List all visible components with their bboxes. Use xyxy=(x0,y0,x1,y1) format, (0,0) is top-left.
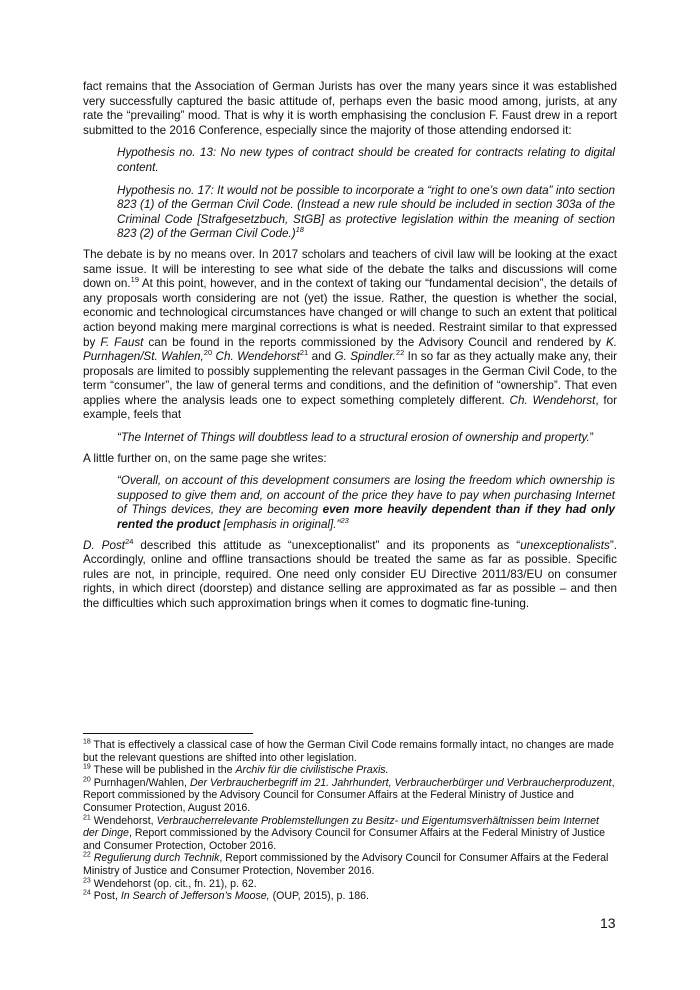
paragraph-debate: The debate is by no means over. In 2017 scholars and teachers of civil law will be looking at the exact same issue. It will be interesting to see what side of the debate the talks and discussions will come down on.$^{19}$ At this point, however, and in the context of taking our “fundamental decision”, the details of any proposals worth considering are not (yet) the issue. Rather, the question is whether the social, economic and technological circumstances have changed or will change to such an extent that political action beyond making mere marginal corrections is what is needed. Restraint similar to that expressed by F. Faust can be found in the reports commissioned by the Advisory Council and rendered by K. Purnhagen/St. Wahlen,$^{20}$ Ch. Wendehorst$^{21}$ and G. Spindler.$^{22}$ In so far as they actually make any, their proposals are limited to possibly supplementing the relevant passages in the German Civil Code, to the term “consumer”, the law of general terms and conditions, and the definition of “ownership”. That even applies where the analysis leads one to expect something completely different. Ch. Wendehorst, for example, feels that xyxy=(83,247,618,422)
footnote-22: $^{22}$ Regulierung durch Technik, Report commissioned by the Advisory Council for Consumer Affairs at the Federal Ministry of Justice and Consumer Protection, November 2016. xyxy=(83,851,609,877)
page-number: 13 xyxy=(600,915,616,931)
footnote-21: $^{21}$ Wendehorst, Verbraucherrelevante Problemstellungen zu Besitz- und Eigentumsverhältnissen beim Internet der Dinge, Report commissioned by the Advisory Council for Consumer Affairs at the Federal Ministry of Justice and Consumer Protection, October 2016. xyxy=(83,814,606,852)
paragraph-intro: fact remains that the Association of German Jurists has over the many years since it was established very successfully captured the basic attitude of, perhaps even the basic mood among, jurists, at any rate the “prevailing” mood. That is why it is worth emphasising the conclusion F. Faust drew in a report submitted to the 2016 Conference, especially since the majority of those attending endorsed it: xyxy=(83,80,617,137)
footnote-ref-23[interactable]: 23 xyxy=(340,516,349,526)
footnote-ref-22[interactable]: 22 xyxy=(395,348,405,358)
paragraph-further-on: A little further on, on the same page she writes: xyxy=(83,451,327,465)
footnote-24: $^{24}$ Post, In Search of Jefferson’s Moose, (OUP, 2015), p. 186. xyxy=(83,889,369,903)
quote-internet-of-things: “The Internet of Things will doubtless lead to a structural erosion of ownership and property.” xyxy=(117,431,594,445)
paragraph-post: D. Post$^{24}$ described this attitude as “unexceptionalist” and its proponents as “unexceptionalists”. Accordingly, online and offline transactions should be treated the same as far as possible. Specific rules are not, in principle, required. One need only consider EU Directive 2011/83/EU on consumer rights, in which direct (doorstep) and distance selling are approximated as far as possible – and then the difficulties which such approximation brings when it comes to dogmatic fine-tuning. xyxy=(83,536,618,610)
quote-overall: “Overall, on account of this development consumers are losing the freedom which ownership is supposed to give them and, on account of the price they have to pay when purchasing Internet of Things devices, they are becoming even more heavily dependent than if they had only rented the product [emphasis in original].”$^{23}$ xyxy=(117,474,615,532)
footnote-ref-21[interactable]: 21 xyxy=(299,348,309,358)
footnote-ref-20[interactable]: 20 xyxy=(203,348,213,358)
footnote-19: $^{19}$ These will be published in the Archiv für die civilistische Praxis. xyxy=(83,763,389,777)
footnote-ref-24[interactable]: 24 xyxy=(125,536,134,546)
footnote-ref-18[interactable]: 18 xyxy=(295,225,304,235)
quote-hypothesis-13: Hypothesis no. 13: No new types of contract should be created for contracts relating to digital content. xyxy=(117,146,615,174)
footnote-ref-19[interactable]: 19 xyxy=(130,275,140,285)
page-body xyxy=(83,80,617,612)
footnote-18: $^{18}$ That is effectively a classical case of how the German Civil Code remains formally intact, no changes are made but the relevant questions are shifted into other legislation. xyxy=(83,738,614,764)
footnotes-section xyxy=(83,733,617,903)
footnote-divider xyxy=(83,733,253,734)
footnote-23: $^{23}$ Wendehorst (op. cit., fn. 21), p. 62. xyxy=(83,877,257,890)
quote-hypothesis-17: Hypothesis no. 17: It would not be possible to incorporate a “right to one’s own data” into section 823 (1) of the German Civil Code. (Instead a new rule should be included in section 303a of the Criminal Code [Strafgesetzbuch, StGB] as protective legislation within the meaning of section 823 (2) of the German Civil Code.)$^{18}$ xyxy=(117,183,615,241)
footnote-20: $^{20}$ Purnhagen/Wahlen, Der Verbraucherbegriff im 21. Jahrhundert, Verbraucherbürger und Verbraucherproduzent, Report commissioned by the Advisory Council for Consumer Affairs at the Federal Ministry of Justice and Consumer Protection, August 2016. xyxy=(83,776,615,814)
